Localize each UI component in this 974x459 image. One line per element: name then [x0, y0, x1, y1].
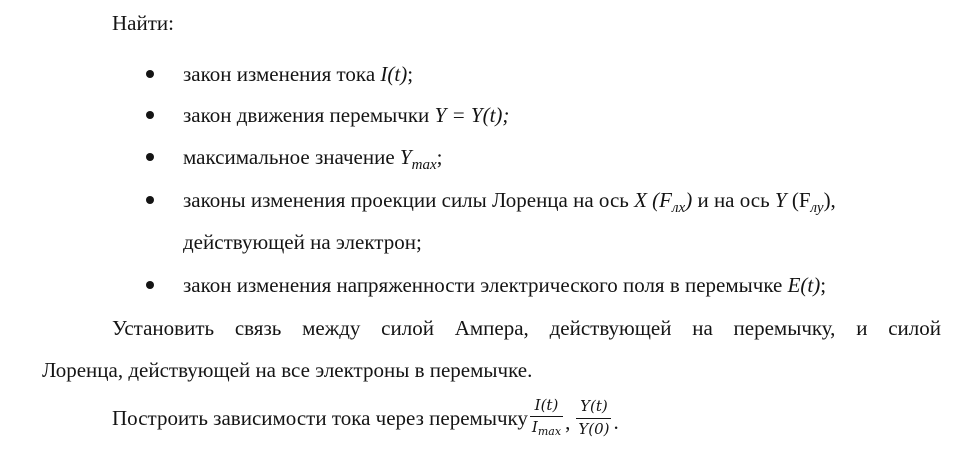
list-item-motion-law [183, 105, 509, 126]
fraction-position-denominator: Y(0) [578, 419, 610, 438]
item-formula: Y [399, 145, 412, 169]
item-tail: ; [820, 273, 827, 297]
item-formula: E(t) [787, 273, 821, 297]
fraction-current [530, 397, 563, 439]
item-text: закон движения перемычки [183, 103, 435, 127]
bullet-4 [146, 196, 154, 204]
bullet-5 [146, 281, 154, 289]
subscript-y: лу [810, 200, 824, 216]
paren-close-x: ) [685, 188, 693, 212]
bullet-1 [146, 70, 154, 78]
list-item-field-law [183, 275, 826, 296]
subscript-x: лх [672, 200, 686, 216]
item-tail: ; [436, 145, 443, 169]
fraction-position-numerator: Y(t) [576, 398, 611, 418]
paren-open-x: (F [646, 188, 672, 212]
axis-y: Y [774, 188, 787, 212]
paren-open-y: (F [786, 188, 811, 212]
final-period: . [613, 410, 619, 434]
plot-text: Построить зависимости тока через перемычку [112, 405, 528, 430]
item-text: закон изменения напряженности электрического поля в перемычке [183, 273, 788, 297]
fraction-current-numerator: I(t) [530, 397, 563, 417]
plot-line [112, 393, 619, 443]
item-text: максимальное значение [183, 145, 400, 169]
item-formula: I(t) [380, 62, 408, 86]
list-item-continuation: действующей на электрон; [183, 230, 422, 254]
axis-x: X [634, 188, 647, 212]
item-mid: и на ось [692, 188, 775, 212]
fraction-current-denominator: $I_{max}$ [531, 418, 562, 439]
list-item-current-law [183, 64, 413, 85]
item-text: законы изменения проекции силы Лоренца на ось [183, 188, 635, 212]
heading: Найти: [112, 11, 174, 35]
fraction-separator: , [565, 410, 571, 434]
item-text: закон изменения тока [183, 62, 381, 86]
paragraph-line-2: Лоренца, действующей на все электроны в перемычке. [42, 358, 533, 382]
paragraph-line-1: Установить связь между силой Ампера, действующей на перемычку, и силой [112, 316, 941, 340]
item-formula: Y = Y(t); [434, 103, 510, 127]
item-tail: ; [407, 62, 414, 86]
bullet-3 [146, 153, 154, 161]
item-formula-subscript: max [411, 157, 437, 173]
paren-close-y: ), [823, 188, 836, 212]
list-item-max-value [183, 147, 442, 173]
fraction-position [576, 398, 611, 438]
bullet-2 [146, 111, 154, 119]
list-item-lorentz-projections [183, 190, 836, 216]
